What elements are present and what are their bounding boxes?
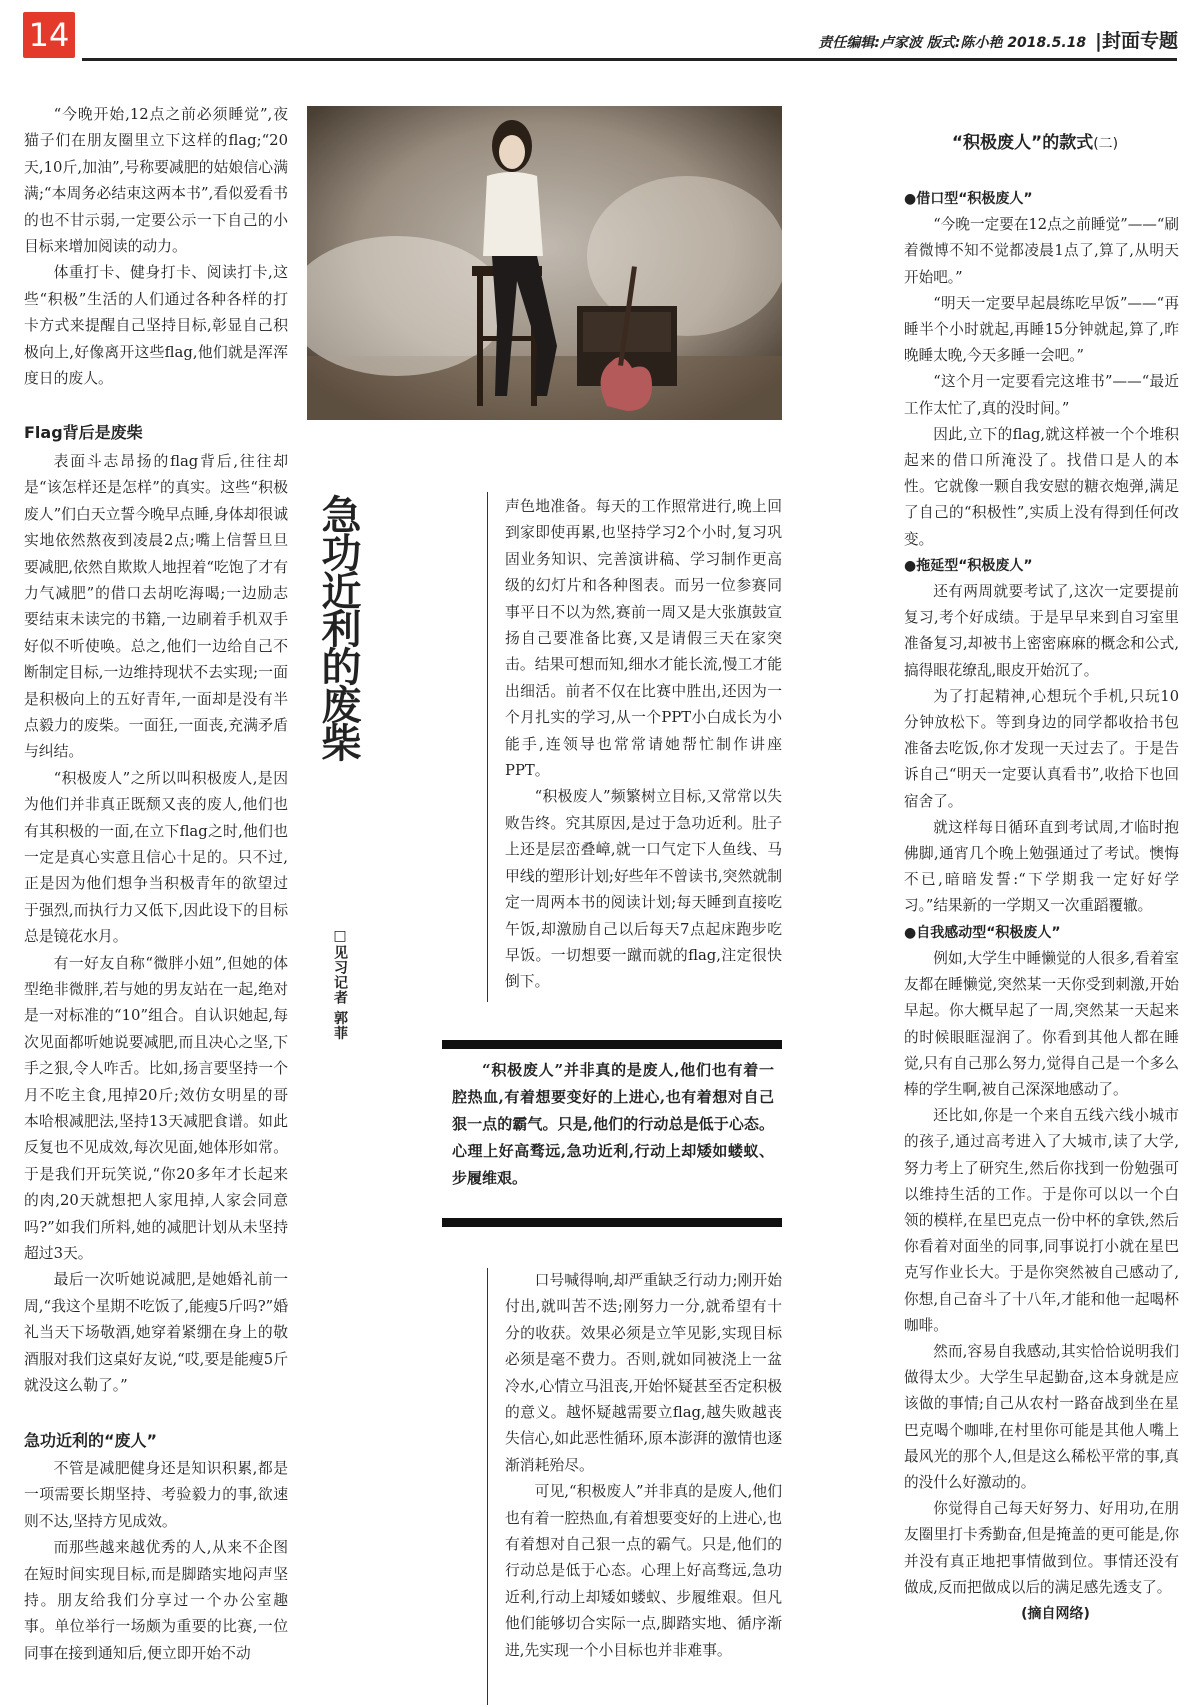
paragraph: 体重打卡、健身打卡、阅读打卡,这些“积极”生活的人们通过各种各样的打卡方式来提醒自己坚持目标,彰显自己积极向上,好像离开这些flag,他们就是浑浑度日的废人。 [24, 264, 288, 388]
section-title: |封面专题 [1095, 30, 1178, 52]
paragraph: 你觉得自己每天好努力、好用功,在朋友圈里打卡秀勤奋,但是掩盖的更可能是,你并没有真正地把事情做到位。事情还没有做成,反而把做成以后的满足感先透支了。 [904, 1500, 1179, 1596]
sidebar-column [904, 186, 1179, 1627]
header-credits [818, 26, 1178, 53]
paragraph: “积极废人”之所以叫积极废人,是因为他们并非真正既颓又丧的废人,他们也有其积极的一面,在立下flag之时,他们也一定是真心实意且信心十足的。只不过,正是因为他们想争当积极青年的欲望过于强烈,而执行力又低下,因此设下的目标总是镜花水月。 [24, 769, 288, 946]
paragraph: 还有两周就要考试了,这次一定要提前复习,考个好成绩。于是早早来到自习室里准备复习,却被书上密密麻麻的概念和公式,搞得眼花缭乱,眼皮开始沉了。 [904, 583, 1179, 679]
paragraph: 可见,“积极废人”并非真的是废人,他们也有着一腔热血,有着想要变好的上进心,也有着想对自己狠一点的霸气。只是,他们的行动总是低于心态。心理上好高骛远,急功近利,行动上却矮如蝼蚁、步履维艰。但凡他们能够切合实际一点,脚踏实地、循序渐进,先实现一个小目标也并非难事。 [505, 1483, 782, 1659]
section-heading: 急功近利的“废人” [24, 1430, 158, 1450]
paragraph: 声色地准备。每天的工作照常进行,晚上回到家即使再累,也坚持学习2个小时,复习巩固业务知识、完善演讲稿、学习制作更高级的幻灯片和各种图表。而另一位参赛同事平日不以为然,赛前一周又是大张旗鼓宣扬自己要准备比赛,又是请假三天在家突击。结果可想而知,细水才能长流,慢工才能出细活。前者不仅在比赛中胜出,还因为一个月扎实的学习,从一个PPT小白成长为小能手,连领导也常常请她帮忙制作讲座PPT。 [505, 498, 782, 780]
paragraph: 有一好友自称“微胖小妞”,但她的体型绝非微胖,若与她的男友站在一起,绝对是一对标准的“10”组合。自认识她起,每次见面都听她说要减肥,而且决心之坚,下手之狠,令人咋舌。比如,扬言要坚持一个月不吃主食,甩掉20斤;效仿女明星的哥本哈根减肥法,坚持13天减肥食谱。如此反复也不见成效,每次见面,她体形如常。于是我们开玩笑说,“你20多年才长起来的肉,20天就想把人家甩掉,人家会同意吗?”如我们所料,她的减肥计划从未坚持超过3天。 [24, 954, 288, 1263]
sidebar-subheading: ●拖延型“积极废人” [904, 557, 1033, 574]
paragraph: 然而,容易自我感动,其实恰恰说明我们做得太少。大学生早起勤奋,这本身就是应该做的事情;自己从农村一路奋战到坐在星巴克喝个咖啡,在村里你可能是其他人嘴上最风光的那个人,但是这么稀松平常的事,真的没什么好激动的。 [904, 1342, 1179, 1491]
paragraph: 表面斗志昂扬的flag背后,往往却是“该怎样还是怎样”的真实。这些“积极废人”们白天立誓今晚早点睡,身体却很诚实地依然熬夜到凌晨2点;嘴上信誓旦旦要减肥,依然自欺欺人地捏着“吃饱了才有力气减肥”的借口去胡吃海喝;一边励志要结束未读完的书籍,一边刷着手机双手好似不听使唤。总之,他们一边给自己不断制定目标,一边维持现状不去实现;一面是积极向上的五好青年,一面却是没有半点毅力的废柴。一面狂,一面丧,充满矛盾与纠结。 [24, 452, 288, 761]
header-rule [82, 58, 1177, 61]
paragraph: 还比如,你是一个来自五线六线小城市的孩子,通过高考进入了大城市,读了大学,努力考上了研究生,然后你找到一份勉强可以维持生活的工作。于是你可以以一个白领的模样,在星巴克点一份中杯的拿铁,然后你看着对面坐的同事,同事说打小就在星巴克写作业长大。于是你突然被自己感动了,你想,自己奋斗了十八年,才能和他一起喝杯咖啡。 [904, 1107, 1179, 1334]
page-number: 14 [23, 12, 75, 58]
paragraph: “这个月一定要看完这堆书”——“最近工作太忙了,真的没时间。” [904, 373, 1179, 417]
pull-quote [452, 1057, 774, 1192]
column-divider [487, 492, 488, 1002]
credits-text: 责任编辑:卢家波 版式:陈小艳 2018.5.18 [818, 35, 1087, 51]
sidebar-subheading: ●借口型“积极废人” [904, 191, 1033, 207]
column-divider [487, 1268, 488, 1705]
source-note: (摘自网络) [1021, 1605, 1090, 1622]
sidebar-title-text: “积极废人”的款式 [951, 133, 1094, 153]
article-column-2-top [505, 494, 782, 996]
quote-bar-top [442, 1040, 782, 1049]
paragraph: “明天一定要早起晨练吃早饭”——“再睡半个小时就起,再睡15分钟就起,算了,昨晚睡太晚,今天多睡一会吧。” [904, 294, 1179, 365]
article-title: 急功近利的废柴 [315, 494, 361, 760]
photo-illustration [307, 106, 782, 420]
article-column-2-bottom [505, 1268, 782, 1664]
paragraph: 口号喊得响,却严重缺乏行动力;刚开始付出,就叫苦不迭;刚努力一分,就希望有十分的收获。效果必须是立竿见影,实现目标必须是毫不费力。否则,就如同被浇上一盆冷水,心情立马沮丧,开始怀疑甚至否定积极的意义。越怀疑越需要立flag,越失败越丧失信心,如此恶性循环,原本澎湃的激情也逐渐消耗殆尽。 [505, 1272, 782, 1474]
cover-photo [307, 106, 782, 420]
paragraph: “积极废人”频繁树立目标,又常常以失败告终。究其原因,是过于急功近利。肚子上还是层峦叠嶂,就一口气定下人鱼线、马甲线的塑形计划;好些年不曾读书,突然就制定一周两本书的阅读计划;每天睡到直接吃午饭,却激励自己以后每天7点起床跑步吃早饭。一切想要一蹴而就的flag,注定很快倒下。 [505, 788, 782, 991]
paragraph: “今晚一定要在12点之前睡觉”——“刷着微博不知不觉都凌晨1点了,算了,从明天开始吧。” [904, 216, 1179, 286]
byline: □见习记者 郭菲 [332, 928, 348, 1041]
sidebar-subheading: ●自我感动型“积极废人” [904, 924, 1061, 941]
paragraph: 因此,立下的flag,就这样被一个个堆积起来的借口所淹没了。找借口是人的本性。它就像一颗自我安慰的糖衣炮弹,满足了自己的“积极性”,实质上没有得到任何改变。 [904, 425, 1179, 548]
paragraph: 例如,大学生中睡懒觉的人很多,看着室友都在睡懒觉,突然某一天你受到刺激,开始早起。你大概早起了一周,突然某一天起来的时候眼眶湿润了。你看到其他人都在睡觉,只有自己那么努力,觉得自己是一个多么棒的学生啊,被自己深深地感动了。 [904, 949, 1179, 1098]
sidebar-title [890, 128, 1180, 153]
pull-quote-text: “积极废人”并非真的是废人,他们也有着一腔热血,有着想要变好的上进心,也有着想对自己狠一点的霸气。只是,他们的行动总是低于心态。心理上好高骛远,急功近利,行动上却矮如蝼蚁、步履维艰。 [452, 1061, 774, 1187]
paragraph: 为了打起精神,心想玩个手机,只玩10分钟放松下。等到身边的同学都收拾书包准备去吃饭,你才发现一天过去了。于是告诉自己“明天一定要认真看书”,收拾下也回宿舍了。 [904, 687, 1179, 810]
paragraph: 不管是减肥健身还是知识积累,都是一项需要长期坚持、考验毅力的事,欲速则不达,坚持方见成效。 [24, 1459, 288, 1530]
paragraph: 就这样每日循环直到考试周,才临时抱佛脚,通宵几个晚上勉强通过了考试。懊悔不已,暗暗发誓:“下学期我一定好好学习。”结果新的一学期又一次重蹈覆辙。 [904, 818, 1179, 915]
article-column-1 [24, 102, 288, 1667]
paragraph: 而那些越来越优秀的人,从来不企图在短时间实现目标,而是脚踏实地闷声坚持。朋友给我们分享过一个办公室趣事。单位举行一场颇为重要的比赛,一位同事在接到通知后,便立即开始不动 [24, 1539, 288, 1662]
paragraph: 最后一次听她说减肥,是她婚礼前一周,“我这个星期不吃饭了,能瘦5斤吗?”婚礼当天下场敬酒,她穿着紧绷在身上的敬酒服对我们这桌好友说,“哎,要是能瘦5斤就没这么勒了。” [24, 1271, 288, 1395]
sidebar-title-suffix: (二) [1093, 136, 1119, 152]
quote-bar-bottom [442, 1218, 782, 1227]
paragraph: “今晚开始,12点之前必须睡觉”,夜猫子们在朋友圈里立下这样的flag;“20天,10斤,加油”,号称要减肥的姑娘信心满满;“本周务必结束这两本书”,看似爱看书的也不甘示弱,一定要公示一下自己的小目标来增加阅读的动力。 [24, 106, 288, 256]
section-heading: Flag背后是废柴 [24, 423, 143, 443]
